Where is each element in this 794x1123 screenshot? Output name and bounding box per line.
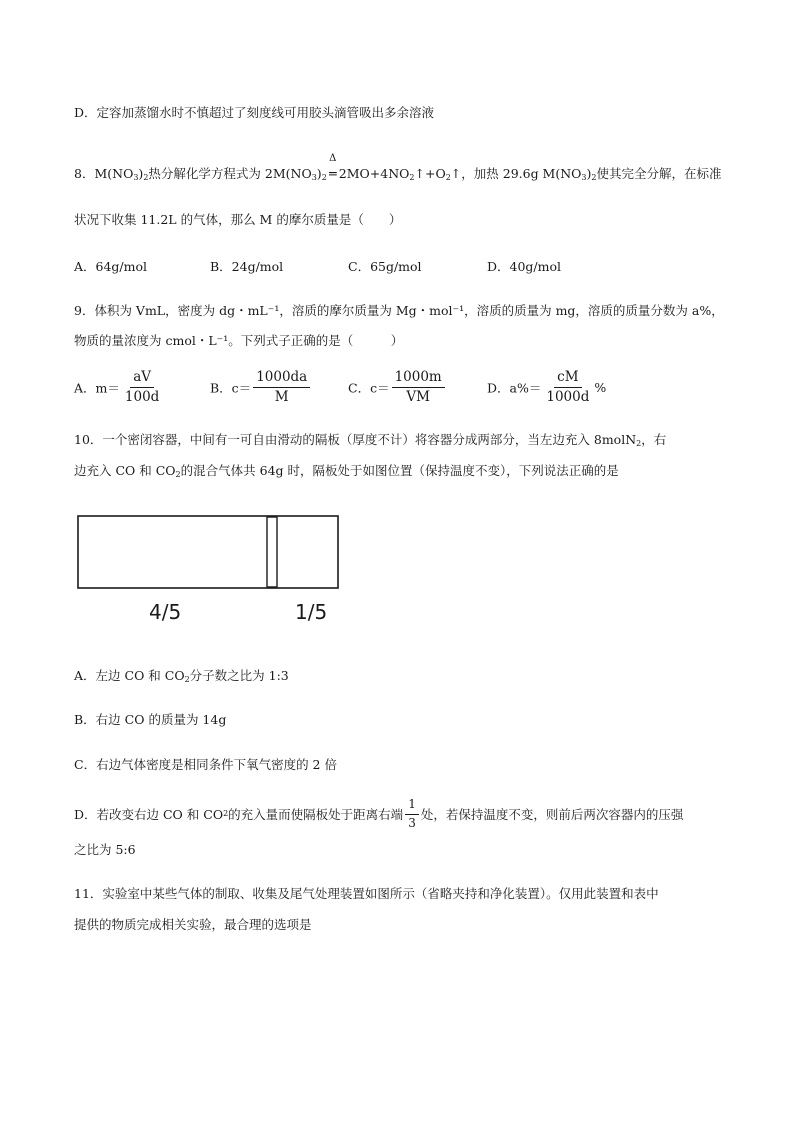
q10-stem-line2: 边充入 CO 和 $CO_2$的混合气体共 64g 时，隔板处于如图位置（保持温度不变），下列说法正确的是 [74,463,619,479]
fraction: $\frac{1}{3}$ [405,798,419,829]
q10-option-a: A．左边 CO 和 $CO_2$分子数之比为 1:3 [74,668,289,684]
fraction: $\frac{aV}{100d}$ [124,369,160,405]
q10-option-b: B．右边 CO 的质量为 14g [74,712,227,727]
q9-option-d: D．a%＝ $\frac{cM}{1000d}$ % [487,369,607,405]
q8-stem-line2: 状况下收集 11.2L 的气体，那么 M 的摩尔质量是（ ） [74,212,402,227]
q11-stem-line2: 提供的物质完成相关实验，最合理的选项是 [74,917,312,932]
q8-option-b: B．24g/mol [210,259,284,274]
q8-stem-line1: 8．$M(NO_3)_2$热分解化学方程式为 $2M(NO_3)_2$ Δ ═ $2MO+4NO_2↑+O_2↑$，加热 29.6g $M(NO_3)_2$使其完全分解，在标准 [74,153,722,182]
q10-option-d-line2: 之比为 5:6 [74,842,136,857]
q9-stem-line1: 9．体积为 VmL，密度为 dg・mL⁻¹，溶质的摩尔质量为 Mg・mol⁻¹，溶质的质量为 mg，溶质的质量分数为 a%， [74,303,724,318]
q9-option-a: A．m＝ $\frac{aV}{100d}$ [74,370,164,405]
heat-equals-sign: Δ ═ [329,153,337,181]
fraction: $\frac{1000da}{M}$ [253,370,310,405]
container-outline [76,514,340,594]
q10-stem-line1: 10．一个密闭容器，中间有一可自由滑动的隔板（厚度不计）将容器分成两部分，当左边充入 8molN$_2$，右 [74,432,667,448]
right-fraction-label: 1/5 [295,600,328,624]
q7-option-d: D．定容加蒸馏水时不慎超过了刻度线可用胶头滴管吸出多余溶液 [74,105,435,120]
q10-option-d-line1: D．若改变右边 CO 和 CO 2 的充入量而使隔板处于距离右端 $\frac{1}{3}$ 处，若保持温度不变，则前后两次容器内的压强 [74,797,684,830]
partition-plate [267,517,277,587]
q8-option-d: D．40g/mol [487,259,562,274]
container-diagram [76,514,340,624]
q8-option-a: A．64g/mol [74,259,148,274]
q9-option-c: C．c＝ $\frac{1000m}{VM}$ [348,370,447,405]
fraction: $\frac{cM}{1000d}$ [546,369,590,405]
fraction: $\frac{1000m}{VM}$ [392,370,445,405]
left-fraction-label: 4/5 [149,600,182,624]
q9-option-b: B．c＝ $\frac{1000da}{M}$ [210,370,312,405]
q9-stem-line2: 物质的量浓度为 cmol・L⁻¹。下列式子正确的是（ ） [74,333,404,348]
q10-option-c: C．右边气体密度是相同条件下氧气密度的 2 倍 [74,757,337,772]
q11-stem-line1: 11．实验室中某些气体的制取、收集及尾气处理装置如图所示（省略夹持和净化装置）。仅用此装置和表中 [74,886,659,901]
q8-option-c: C．65g/mol [348,259,422,274]
